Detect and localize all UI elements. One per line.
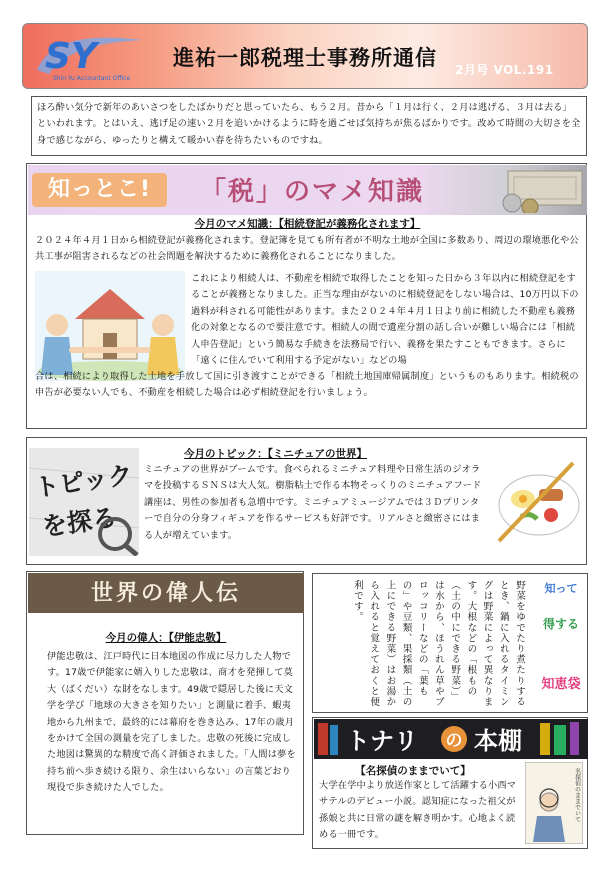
bookshelf-banner-a: トナリ	[346, 727, 418, 755]
tips-label-bottom: 知恵袋	[541, 677, 581, 692]
bookshelf-banner-b: の	[445, 731, 463, 751]
bookshelf-banner-c: 本棚	[474, 727, 522, 755]
tips-label-mid: 得する	[542, 617, 580, 631]
topic-banner-line2: を探る	[40, 502, 119, 542]
tips-label-top: 知って	[544, 582, 578, 595]
tax-banner-title: 「税」のマメ知識	[200, 177, 425, 207]
intro-message: ほろ酔い気分で新年のあいさつをしたばかりだと思っていたら、もう２月。昔から「１月は行く、２月は逃げる、３月は去る」といわれます。とはいえ、逃げ足の速い２月を追いかけるように時を過ごせば気持ちが焦るばかりです。改めて時間の大切さを全身で感じながら、ゆったりと構えて暖かい春を待ちたいものですね。	[31, 96, 587, 156]
tax-heading: 今月のマメ知識：【相続登記が義務化されます】	[194, 218, 421, 230]
book-paragraph: 大学在学中より放送作家として活躍する小西マサテルのデビュー小説。認知症になった祖父が孫娘と共に日常の謎を解き明かす。心地よく読める一冊です。	[319, 780, 517, 841]
tax-paragraph-1: ２０２４年４月１日から相続登記が義務化されます。登記簿を見ても所有者が不明な土地が全国に多数あり、周辺の環境悪化や公共工事が阻害されるなどの社会問題を解決するために義務化されることになりました。	[35, 235, 579, 263]
house-handshake-illustration	[35, 271, 185, 381]
tax-paragraph-2: これにより相続人は、不動産を相続で取得したことを知った日から３年以内に相続登記をすることが義務となりました。正当な理由がないのに相続登記をしない場合は、10万円以下の過料が科される可能性があります。また２０２４年４月１日より前に相続した不動産も義務化の対象となるので要注意です。相続人の間で遺産分割の話し合いが難しい場合には「相続人申告登記」という簡易な手続きを法務局で行い、義務を果たすこともできます。さらに「遠くに住んでいて利用する予定がない」などの場	[191, 273, 579, 367]
banknote-coins-icon	[498, 169, 584, 213]
topic-heading: 今月のトピック：【ミニチュアの世界】	[184, 448, 368, 460]
logo-letters: SY	[45, 36, 97, 77]
great-person-paragraph: 伊能忠敬は、江戸時代に日本地図の作成に尽力した人物です。17歳で伊能家に婿入りした忠敬は、商才を発揮して莫大（ばくだい）な財をなします。49歳で隠居した後に天文学を学び「地球の大きさを知りたい」と測量に着手、蝦夷地から九州まで、最終的には幕府を巻き込み、17年の歳月をかけて全国の測量を完了しました。忠敬の死後に完成した地図は驚異的な精度で高く評価されました。「人間は夢を持ち前へ歩き続ける限り、余生はいらない」の言葉どおり現役で歩き続けた人でした。	[47, 651, 296, 794]
great-person-section	[26, 571, 304, 835]
tax-tips-section	[26, 163, 587, 429]
topic-paragraph: ミニチュアの世界がブームです。食べられるミニチュア料理や日常生活のジオラマを投稿するＳＮＳは大人気。樹脂粘土で作る本物そっくりのミニチュアフード講座は、男性の参加者も急増中です。ミニチュアミュージアムでは３Ｄプリンターで自分の分身フィギュアを作るサービスも好評です。リアルさと緻密さにはまる人が増えています。	[144, 464, 482, 541]
topic-section	[26, 437, 587, 565]
tips-vertical-text: 野菜をゆでたり煮たりするとき、鍋に入れるタイミングは野菜によって異なります。大根などの「根もの（土の中にできる野菜）」は水から、ほうれん草やブロッコリーなどの「葉もの」や豆類、果採類（土の上にできる野菜）はお湯から入れると覚えておくと便利です。	[351, 580, 525, 708]
tips-label	[537, 578, 585, 710]
miniature-food-illustration	[493, 453, 581, 548]
tax-banner-tag: 知っとこ!	[32, 173, 167, 207]
great-person-banner-text: 世界の偉人伝	[90, 581, 241, 606]
office-logo	[31, 30, 149, 84]
tips-section	[312, 573, 588, 713]
topic-banner-line1: トピック	[32, 460, 135, 503]
topic-banner	[29, 448, 139, 556]
logo-subtitle: Shin Yu Accountant Office	[53, 75, 131, 82]
tax-paragraph-3: 合は、相続により取得した土地を手放して国に引き渡すことができる「相続土地国庫帰属制度」というものもあります。相続税の申告が必要ない人でも、不動産を相続した場合は必ず相続登記を行いましょう。	[35, 371, 579, 399]
newsletter-title: 進祐一郎税理士事務所通信	[173, 46, 437, 70]
book-cover-title: 名探偵のままでいて	[573, 768, 581, 822]
bookshelf-section	[312, 717, 588, 849]
issue-number: 2月号 VOL.191	[455, 63, 554, 77]
tax-banner	[28, 165, 587, 215]
book-cover-image	[525, 762, 583, 844]
newsletter-header	[22, 23, 588, 89]
great-person-heading: 今月の偉人：【伊能忠敬】	[105, 632, 227, 644]
great-person-banner	[28, 573, 304, 613]
bookshelf-banner	[314, 719, 588, 759]
book-heading: 【名探偵のままでいて】	[355, 765, 471, 777]
